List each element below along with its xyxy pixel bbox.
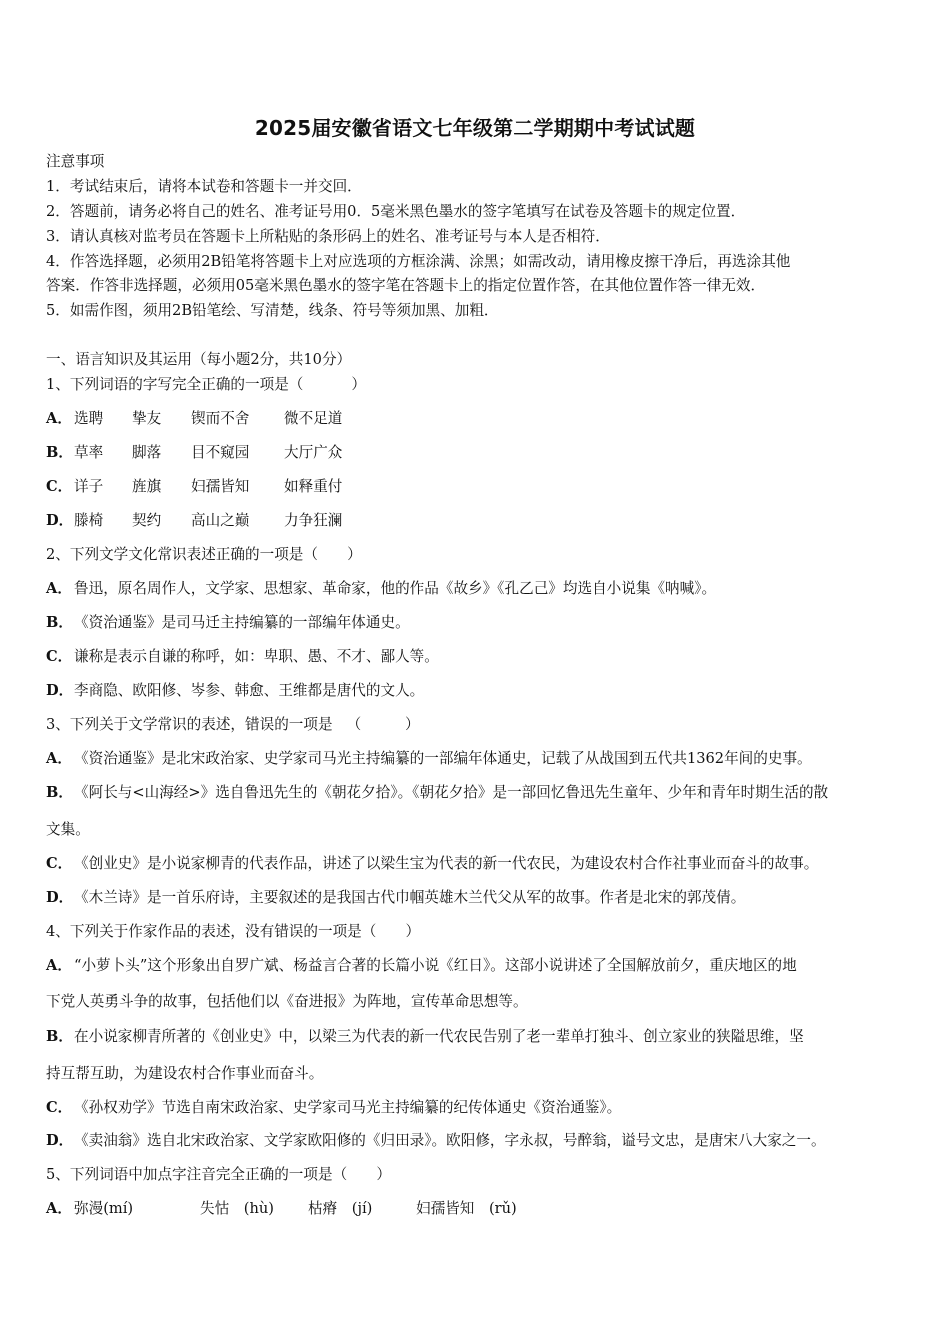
option-word: 高山之巅 bbox=[191, 512, 250, 529]
q4-option-b bbox=[46, 1027, 804, 1047]
q2-option-c bbox=[46, 647, 439, 667]
option-label: D． bbox=[46, 889, 74, 906]
question-1-stem bbox=[46, 375, 366, 395]
option-text: 鲁迅，原名周作人，文学家、思想家、革命家，他的作品《故乡》《孔乙己》均选自小说集《呐喊》。 bbox=[74, 580, 717, 597]
section-heading: 一、语言知识及其运用（每小题2分，共10分） bbox=[46, 351, 352, 368]
option-text: “小萝卜头”这个形象出自罗广斌、杨益言合著的长篇小说《红日》。这部小说讲述了全国解放前夕，重庆地区的地 bbox=[74, 957, 797, 974]
q2-option-d bbox=[46, 681, 424, 701]
option-text: 李商隐、欧阳修、岑参、韩愈、王维都是唐代的文人。 bbox=[74, 682, 425, 699]
option-label: B． bbox=[46, 614, 73, 631]
option-word: 失怙 (hù) bbox=[200, 1200, 274, 1217]
option-word: 目不窥园 bbox=[191, 444, 250, 461]
option-text: 谦称是表示自谦的称呼，如：卑职、愚、不才、鄙人等。 bbox=[74, 648, 439, 665]
option-word: 契约 bbox=[132, 512, 162, 529]
notice-item: 4．作答选择题，必须用2B铅笔将答题卡上对应选项的方框涂满、涂黑；如需改动，请用橡皮擦干净后，再选涂其他 bbox=[46, 253, 791, 270]
option-word: 锲而不舍 bbox=[191, 410, 250, 427]
q5-option-a bbox=[46, 1199, 517, 1219]
option-label: B． bbox=[46, 1028, 73, 1045]
option-word: 旌旗 bbox=[132, 478, 162, 495]
option-text: 在小说家柳青所著的《创业史》中，以梁三为代表的新一代农民告别了老一辈单打独斗、创立家业的狭隘思维，坚 bbox=[74, 1028, 804, 1045]
option-word: 力争狂澜 bbox=[284, 512, 343, 529]
q4-option-d bbox=[46, 1131, 826, 1151]
notice-heading: 注意事项 bbox=[46, 153, 105, 170]
option-label: C． bbox=[46, 855, 73, 872]
option-word: 如释重付 bbox=[284, 478, 343, 495]
option-label: A． bbox=[46, 580, 72, 597]
q4-option-b-continued: 持互帮互助，为建设农村合作事业而奋斗。 bbox=[46, 1065, 324, 1082]
option-text: 《创业史》是小说家柳青的代表作品，讲述了以梁生宝为代表的新一代农民，为建设农村合作社事业而奋斗的故事。 bbox=[74, 855, 819, 872]
option-text: 《资治通鉴》是北宋政治家、史学家司马光主持编纂的一部编年体通史，记载了从战国到五代共1362年间的史事。 bbox=[74, 750, 812, 767]
question-3-stem bbox=[46, 715, 420, 735]
page-title: 2025届安徽省语文七年级第二学期期中考试试题 bbox=[254, 116, 696, 140]
q4-option-a-continued: 下党人英勇斗争的故事，包括他们以《奋进报》为阵地，宣传革命思想等。 bbox=[46, 993, 528, 1010]
option-label: C． bbox=[46, 1099, 73, 1116]
option-text: 《孙权劝学》节选自南宋政治家、史学家司马光主持编纂的纪传体通史《资治通鉴》。 bbox=[74, 1099, 622, 1116]
option-word: 选聘 bbox=[74, 410, 104, 427]
notice-item: 1．考试结束后，请将本试卷和答题卡一并交回． bbox=[46, 178, 362, 195]
notice-item: 答案．作答非选择题，必须用05毫米黑色墨水的签字笔在答题卡上的指定位置作答，在其他位置作答一律无效． bbox=[46, 277, 766, 294]
notice-item: 3．请认真核对监考员在答题卡上所粘贴的条形码上的姓名、准考证号与本人是否相符． bbox=[46, 228, 610, 245]
option-label: A． bbox=[46, 957, 72, 974]
option-word: 枯瘠 (jí) bbox=[308, 1200, 373, 1217]
option-label: C． bbox=[46, 648, 73, 665]
notice-item: 5．如需作图，须用2B铅笔绘、写清楚，线条、符号等须加黑、加粗． bbox=[46, 302, 499, 319]
question-stem-text: 1、下列词语的字写完全正确的一项是（ bbox=[46, 376, 304, 393]
q4-option-c bbox=[46, 1098, 621, 1118]
option-word: 详子 bbox=[74, 478, 104, 495]
option-word: 脚落 bbox=[132, 444, 162, 461]
option-word: 挚友 bbox=[132, 410, 162, 427]
option-label: D． bbox=[46, 1132, 74, 1149]
question-5-stem: 5、下列词语中加点字注音完全正确的一项是（ ） bbox=[46, 1166, 391, 1183]
option-label: A． bbox=[46, 750, 72, 767]
question-2-stem: 2、下列文学文化常识表述正确的一项是（ ） bbox=[46, 546, 362, 563]
option-text: 《阿长与<山海经>》选自鲁迅先生的《朝花夕拾》。《朝花夕拾》是一部回忆鲁迅先生童年、少年和青年时期生活的散 bbox=[74, 784, 829, 801]
q1-option-a bbox=[46, 409, 342, 429]
option-word: 妇孺皆知 (rǔ) bbox=[416, 1200, 517, 1217]
q3-option-c bbox=[46, 854, 818, 874]
q3-option-a bbox=[46, 749, 812, 769]
q3-option-b-continued: 文集。 bbox=[46, 821, 90, 838]
question-stem-text: 3、下列关于文学常识的表述，错误的一项是 bbox=[46, 716, 333, 733]
q1-option-c bbox=[46, 477, 342, 497]
answer-blank: （ ） bbox=[346, 716, 420, 733]
q3-option-b bbox=[46, 783, 828, 803]
option-label: D． bbox=[46, 682, 74, 699]
option-text: 《资治通鉴》是司马迁主持编纂的一部编年体通史。 bbox=[74, 614, 410, 631]
option-word: 微不足道 bbox=[284, 410, 343, 427]
q2-option-a bbox=[46, 579, 716, 599]
q1-option-b bbox=[46, 443, 342, 463]
option-label: C． bbox=[46, 478, 73, 495]
question-stem-close: ） bbox=[351, 376, 366, 393]
notice-item: 2．答题前，请务必将自己的姓名、准考证号用0．5毫米黑色墨水的签字笔填写在试卷及答题卡的规定位置． bbox=[46, 203, 746, 220]
option-label: A． bbox=[46, 410, 72, 427]
q2-option-b bbox=[46, 613, 410, 633]
option-text: 《木兰诗》是一首乐府诗，主要叙述的是我国古代巾帼英雄木兰代父从军的故事。作者是北宋的郭茂倩。 bbox=[74, 889, 746, 906]
q3-option-d bbox=[46, 888, 745, 908]
option-label: B． bbox=[46, 784, 73, 801]
option-word: 大厅广众 bbox=[284, 444, 343, 461]
option-label: D． bbox=[46, 512, 74, 529]
option-word: 弥漫(mí) bbox=[74, 1200, 134, 1217]
option-word: 妇孺皆知 bbox=[191, 478, 250, 495]
option-label: A． bbox=[46, 1200, 72, 1217]
question-4-stem: 4、下列关于作家作品的表述，没有错误的一项是（ ） bbox=[46, 923, 421, 940]
option-label: B． bbox=[46, 444, 73, 461]
q4-option-a bbox=[46, 956, 797, 976]
option-word: 草率 bbox=[74, 444, 104, 461]
option-word: 滕椅 bbox=[74, 512, 104, 529]
option-text: 《卖油翁》选自北宋政治家、文学家欧阳修的《归田录》。欧阳修，字永叔，号醉翁，谥号文忠，是唐宋八大家之一。 bbox=[74, 1132, 826, 1149]
q1-option-d bbox=[46, 511, 342, 531]
